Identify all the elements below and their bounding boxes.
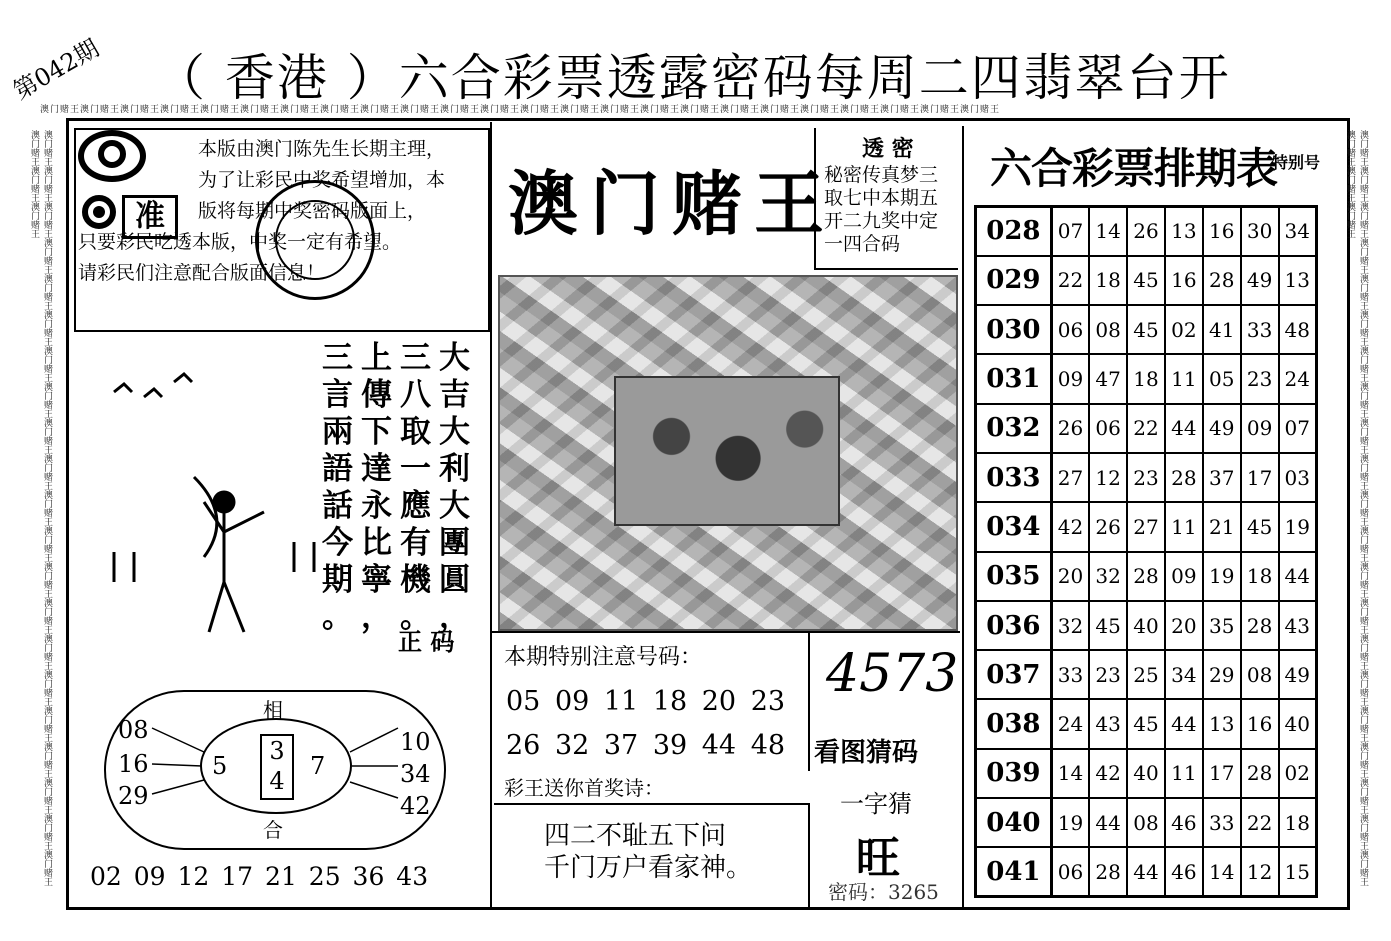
draw-number: 42 — [1051, 502, 1089, 551]
draw-number: 19 — [1203, 552, 1241, 601]
schedule-row — [976, 207, 1317, 256]
draw-number: 25 — [1127, 650, 1165, 699]
draw-number: 14 — [1203, 847, 1241, 896]
draw-number: 28 — [1127, 552, 1165, 601]
poem-char: 達 — [361, 451, 392, 487]
draw-number: 26 — [1127, 207, 1165, 256]
poem-char: 取 — [400, 414, 431, 450]
gift-poem-label: 彩王送你首奖诗： — [504, 776, 664, 800]
one-char-answer: 旺 — [856, 833, 900, 884]
poem-char: 大 — [439, 488, 470, 524]
poem-char: 兩 — [322, 414, 353, 450]
poem-char: 傳 — [361, 377, 392, 413]
poem-char: 大 — [439, 414, 470, 450]
draw-number: 32 — [1089, 552, 1127, 601]
draw-number: 40 — [1127, 601, 1165, 650]
special-numbers-row: 26 32 37 39 44 48 — [506, 730, 786, 761]
period-number: 040 — [976, 798, 1052, 847]
draw-number: 27 — [1127, 502, 1165, 551]
draw-number: 08 — [1089, 305, 1127, 354]
poem-row — [318, 451, 474, 488]
draw-number: 11 — [1165, 502, 1203, 551]
draw-number: 14 — [1089, 207, 1127, 256]
draw-number: 28 — [1165, 453, 1203, 502]
draw-number: 21 — [1203, 502, 1241, 551]
left-side-rule: 澳门赌王澳门赌王澳门赌王澳门赌王澳门赌王澳门赌王澳门赌王澳门赌王澳门赌王澳门赌王澳门赌王澳门赌王澳门赌王澳门赌王澳门赌王澳门赌王澳门赌王澳门赌王澳门赌王澳门赌王澳门赌王澳门赌王澳门赌王澳门赌王 — [29, 130, 52, 886]
draw-number: 19 — [1051, 798, 1089, 847]
draw-number: 11 — [1165, 749, 1203, 798]
draw-number: 15 — [1279, 847, 1317, 896]
poem-row — [318, 562, 474, 599]
draw-number: 13 — [1165, 207, 1203, 256]
poem-char: 八 — [400, 377, 431, 413]
guess-label: 看图猜码 — [814, 738, 919, 768]
draw-number: 22 — [1241, 798, 1279, 847]
draw-number: 28 — [1203, 256, 1241, 305]
schedule-table — [974, 205, 1318, 898]
draw-number: 44 — [1127, 847, 1165, 896]
draw-number: 16 — [1203, 207, 1241, 256]
draw-number: 06 — [1051, 305, 1089, 354]
handwritten-number: 4573 — [826, 644, 959, 704]
draw-number: 02 — [1279, 749, 1317, 798]
schedule-row — [976, 256, 1317, 305]
draw-number: 48 — [1279, 305, 1317, 354]
draw-number: 34 — [1279, 207, 1317, 256]
tou-mi-title: 透 密 — [862, 137, 914, 162]
draw-number: 44 — [1279, 552, 1317, 601]
oval-inner-right: 7 — [310, 752, 326, 780]
draw-number: 18 — [1279, 798, 1317, 847]
draw-number: 03 — [1279, 453, 1317, 502]
draw-number: 42 — [1089, 749, 1127, 798]
one-char-guess-label: 一字猜 — [840, 790, 912, 818]
verse-line: 四二不耻五下问 — [544, 821, 727, 851]
draw-number: 27 — [1051, 453, 1089, 502]
intro-line: 版将每期中奖密码版面上， — [198, 200, 427, 222]
poem-char: 三 — [322, 340, 353, 376]
period-number: 029 — [976, 256, 1052, 305]
oval-inner-left: 5 — [212, 752, 228, 780]
poem-char: 語 — [322, 451, 353, 487]
schedule-row — [976, 502, 1317, 551]
draw-number: 05 — [1203, 354, 1241, 403]
draw-number: 44 — [1089, 798, 1127, 847]
poem-char: 機 — [400, 562, 431, 598]
right-side-rule: 澳门赌王澳门赌王澳门赌王澳门赌王澳门赌王澳门赌王澳门赌王澳门赌王澳门赌王澳门赌王澳门赌王澳门赌王澳门赌王澳门赌王澳门赌王澳门赌王澳门赌王澳门赌王澳门赌王澳门赌王澳门赌王澳门赌王澳门赌王澳门赌王 — [1345, 130, 1368, 886]
draw-number: 20 — [1165, 601, 1203, 650]
poem-char: 吉 — [439, 377, 470, 413]
tou-mi-line: 取七中本期五 — [824, 187, 939, 209]
draw-number: 18 — [1127, 354, 1165, 403]
special-numbers-label: 本期特别注意号码： — [504, 645, 703, 670]
schedule-row — [976, 305, 1317, 354]
draw-number: 49 — [1203, 404, 1241, 453]
poem-row — [318, 414, 474, 451]
accurate-badge: 准 — [122, 195, 178, 239]
zhengma-label: 正 码 — [398, 628, 455, 656]
schedule-row — [976, 601, 1317, 650]
draw-number: 29 — [1203, 650, 1241, 699]
tou-mi-text — [824, 164, 956, 256]
period-number: 030 — [976, 305, 1052, 354]
schedule-row — [976, 650, 1317, 699]
schedule-title: 六合彩票排期表 — [990, 144, 1278, 193]
poem-row — [318, 340, 474, 377]
intro-text — [78, 134, 484, 289]
center-box-bottom: 4 — [269, 767, 285, 795]
draw-number: 08 — [1127, 798, 1165, 847]
poem-char: 三 — [400, 340, 431, 376]
period-number: 041 — [976, 847, 1052, 896]
schedule-row — [976, 749, 1317, 798]
draw-number: 23 — [1089, 650, 1127, 699]
draw-number: 12 — [1089, 453, 1127, 502]
poem-char: 團 — [439, 525, 470, 561]
xiang-label: 相 — [263, 698, 283, 722]
period-number: 035 — [976, 552, 1052, 601]
draw-number: 30 — [1241, 207, 1279, 256]
portrait-collage-image — [614, 376, 840, 526]
password-code: 密码：3265 — [828, 880, 939, 904]
center-box-top: 3 — [269, 737, 285, 765]
verse-text — [544, 820, 752, 884]
poem-char: 寧 — [361, 562, 392, 598]
draw-number: 34 — [1165, 650, 1203, 699]
draw-number: 33 — [1203, 798, 1241, 847]
oval-left-num: 16 — [118, 750, 149, 778]
draw-number: 07 — [1051, 207, 1089, 256]
poem-row — [318, 488, 474, 525]
poem-char: 應 — [400, 488, 431, 524]
period-number: 039 — [976, 749, 1052, 798]
draw-number: 44 — [1165, 404, 1203, 453]
poem-row — [318, 377, 474, 414]
schedule-row — [976, 404, 1317, 453]
verse-line: 千门万户看家神。 — [544, 853, 753, 883]
draw-number: 17 — [1241, 453, 1279, 502]
draw-number: 02 — [1165, 305, 1203, 354]
intro-line: 为了让彩民中奖希望增加，本 — [198, 169, 446, 191]
draw-number: 33 — [1051, 650, 1089, 699]
period-number: 031 — [976, 354, 1052, 403]
draw-number: 32 — [1051, 601, 1089, 650]
poem-char: 圓 — [439, 562, 470, 598]
draw-number: 43 — [1089, 699, 1127, 748]
draw-number: 07 — [1279, 404, 1317, 453]
period-number: 036 — [976, 601, 1052, 650]
draw-number: 45 — [1089, 601, 1127, 650]
poem-char: ， — [439, 599, 470, 635]
draw-number: 18 — [1089, 256, 1127, 305]
draw-number: 44 — [1165, 699, 1203, 748]
center-box — [260, 734, 294, 800]
intro-line: 只要彩民吃透本版，中奖一定有希望。 — [78, 231, 402, 253]
draw-number: 28 — [1241, 601, 1279, 650]
intro-line: 本版由澳门陈先生长期主理， — [198, 138, 446, 160]
poem-char: 有 — [400, 525, 431, 561]
draw-number: 37 — [1203, 453, 1241, 502]
poem-char: 永 — [361, 488, 392, 524]
poem-char: 。 — [400, 599, 431, 635]
draw-number: 09 — [1165, 552, 1203, 601]
draw-number: 06 — [1089, 404, 1127, 453]
draw-number: 23 — [1127, 453, 1165, 502]
draw-number: 23 — [1241, 354, 1279, 403]
draw-number: 17 — [1203, 749, 1241, 798]
draw-number: 46 — [1165, 847, 1203, 896]
draw-number: 18 — [1241, 552, 1279, 601]
he-label: 合 — [263, 818, 283, 842]
draw-number: 49 — [1241, 256, 1279, 305]
poem-row — [318, 525, 474, 562]
schedule-subtitle: 特别号 — [1272, 153, 1321, 172]
poem-char: 。 — [322, 599, 353, 635]
draw-number: 06 — [1051, 847, 1089, 896]
draw-number: 43 — [1279, 601, 1317, 650]
draw-number: 22 — [1127, 404, 1165, 453]
oval-right-num: 10 — [400, 728, 431, 756]
draw-number: 19 — [1279, 502, 1317, 551]
draw-number: 08 — [1241, 650, 1279, 699]
poem-char: 大 — [439, 340, 470, 376]
draw-number: 16 — [1241, 699, 1279, 748]
draw-number: 26 — [1051, 404, 1089, 453]
issue-number: 第042期 — [8, 34, 104, 106]
schedule-row — [976, 354, 1317, 403]
poem-char: 上 — [361, 340, 392, 376]
period-number: 037 — [976, 650, 1052, 699]
period-number: 028 — [976, 207, 1052, 256]
poem-char: 利 — [439, 451, 470, 487]
intro-line: 请彩民们注意配合版面信息！ — [78, 262, 326, 284]
draw-number: 41 — [1203, 305, 1241, 354]
draw-number: 09 — [1241, 404, 1279, 453]
poem-char: 今 — [322, 525, 353, 561]
poem-grid — [318, 340, 474, 636]
oval-right-num: 34 — [400, 760, 431, 788]
period-number: 038 — [976, 699, 1052, 748]
draw-number: 13 — [1203, 699, 1241, 748]
oval-left-num: 29 — [118, 782, 149, 810]
period-number: 034 — [976, 502, 1052, 551]
draw-number: 09 — [1051, 354, 1089, 403]
schedule-row — [976, 453, 1317, 502]
poem-char: 話 — [322, 488, 353, 524]
poem-char: 言 — [322, 377, 353, 413]
poem-char: 比 — [361, 525, 392, 561]
draw-number: 45 — [1127, 256, 1165, 305]
draw-number: 12 — [1241, 847, 1279, 896]
draw-number: 13 — [1279, 256, 1317, 305]
draw-number: 26 — [1089, 502, 1127, 551]
oval-right-num: 42 — [400, 792, 431, 820]
archer-illustration — [94, 352, 334, 652]
draw-number: 22 — [1051, 256, 1089, 305]
schedule-row — [976, 552, 1317, 601]
poem-char: 下 — [361, 414, 392, 450]
draw-number: 45 — [1241, 502, 1279, 551]
schedule-row — [976, 699, 1317, 748]
draw-number: 49 — [1279, 650, 1317, 699]
oval-left-num: 08 — [118, 716, 149, 744]
draw-number: 46 — [1165, 798, 1203, 847]
draw-number: 45 — [1127, 305, 1165, 354]
draw-number: 33 — [1241, 305, 1279, 354]
draw-number: 14 — [1051, 749, 1089, 798]
draw-number: 28 — [1241, 749, 1279, 798]
draw-number: 47 — [1089, 354, 1127, 403]
draw-number: 20 — [1051, 552, 1089, 601]
draw-number: 24 — [1051, 699, 1089, 748]
bottom-number-row: 02 09 12 17 21 25 36 43 — [90, 862, 429, 891]
draw-number: 16 — [1165, 256, 1203, 305]
tou-mi-line: 开二九奖中定 — [824, 210, 939, 232]
poem-char: 一 — [400, 451, 431, 487]
poem-char: ， — [361, 599, 392, 635]
draw-number: 35 — [1203, 601, 1241, 650]
tou-mi-line: 秘密传真梦三 — [824, 164, 939, 186]
special-numbers-row: 05 09 11 18 20 23 — [506, 686, 786, 717]
tou-mi-line: 一四合码 — [824, 233, 901, 255]
draw-number: 24 — [1279, 354, 1317, 403]
schedule-row — [976, 798, 1317, 847]
draw-number: 40 — [1279, 699, 1317, 748]
draw-number: 28 — [1089, 847, 1127, 896]
brand-title: 澳门赌王 — [508, 162, 836, 245]
poem-char: 期 — [322, 562, 353, 598]
draw-number: 45 — [1127, 699, 1165, 748]
period-number: 032 — [976, 404, 1052, 453]
draw-number: 11 — [1165, 354, 1203, 403]
draw-number: 40 — [1127, 749, 1165, 798]
header-rule-text: 澳门赌王澳门赌王澳门赌王澳门赌王澳门赌王澳门赌王澳门赌王澳门赌王澳门赌王澳门赌王澳门赌王澳门赌王澳门赌王澳门赌王澳门赌王澳门赌王澳门赌王澳门赌王澳门赌王澳门赌王澳门赌王澳门赌王澳门赌王澳门赌王 — [40, 105, 1001, 115]
period-number: 033 — [976, 453, 1052, 502]
schedule-row — [976, 847, 1317, 896]
page-title: （ 香港 ）六合彩票透露密码每周二四翡翠台开 — [155, 49, 1231, 107]
